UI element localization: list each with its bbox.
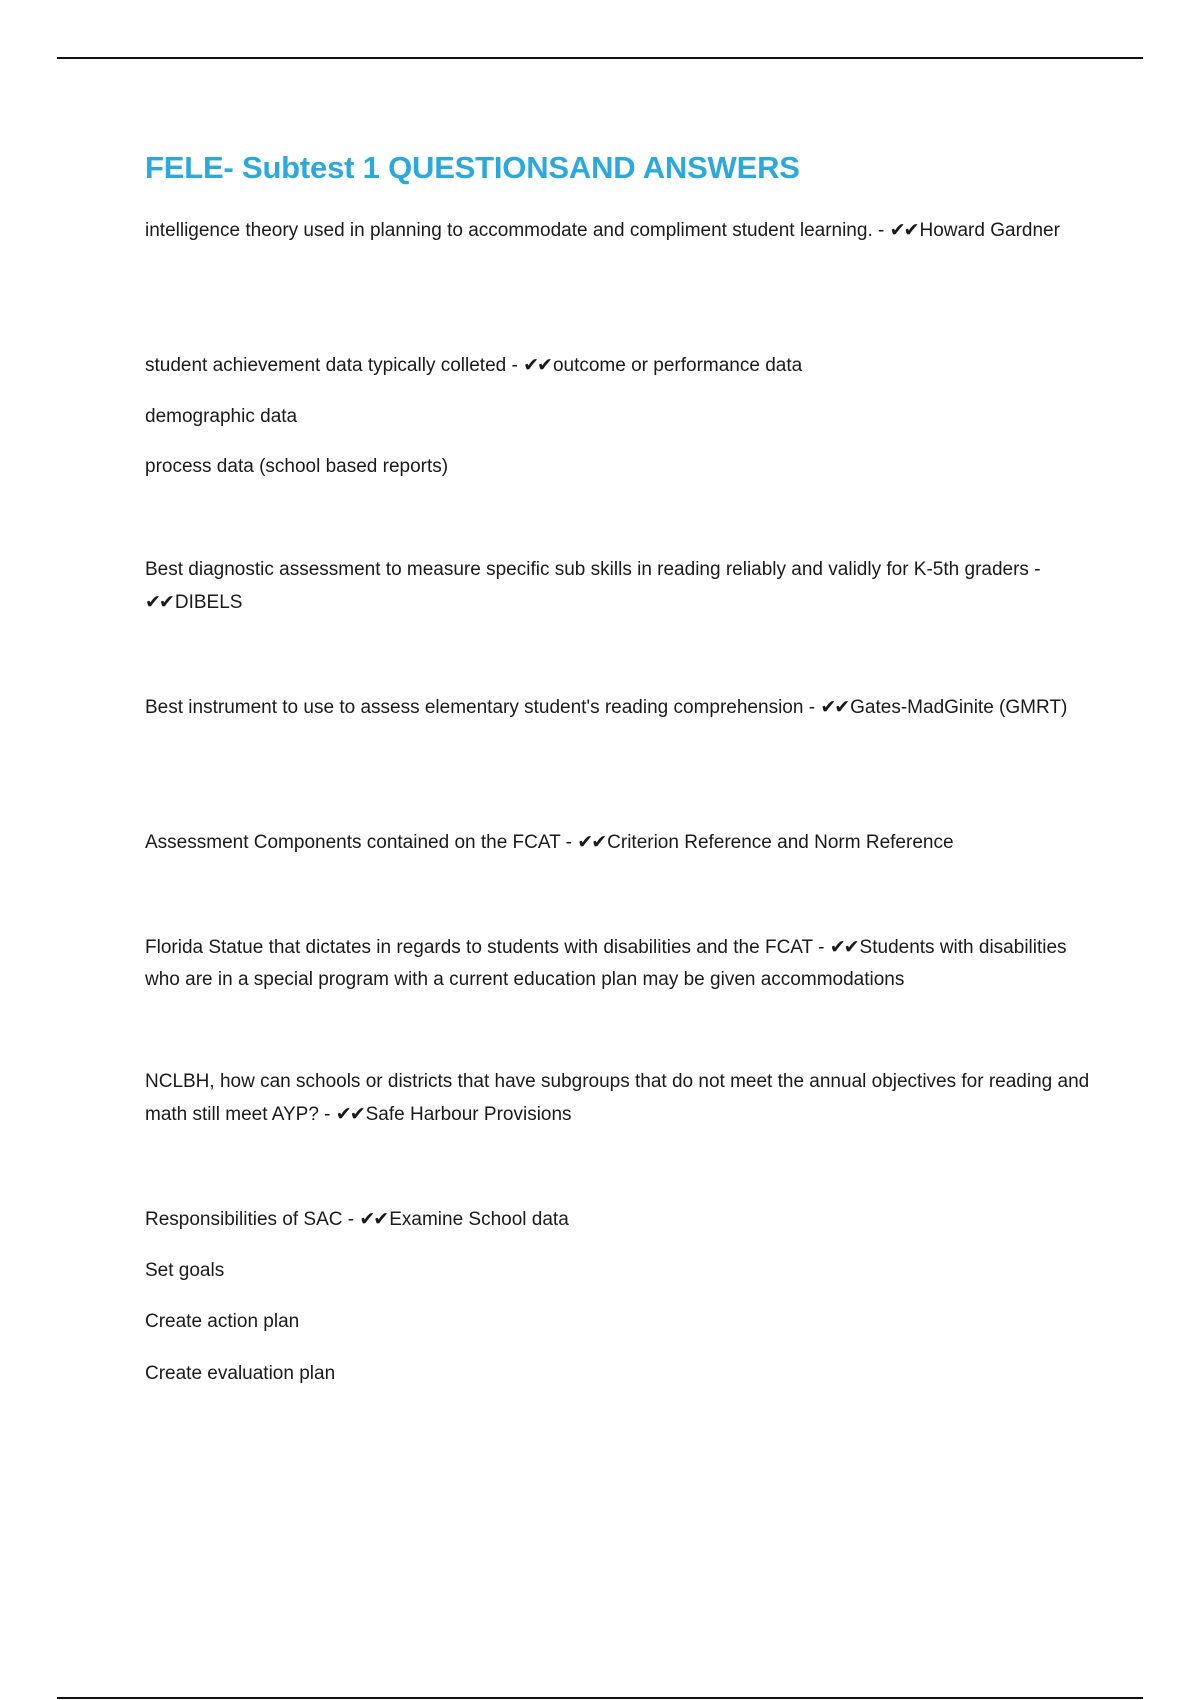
answer-line: process data (school based reports) xyxy=(145,456,449,477)
qa-item xyxy=(145,349,1090,382)
document-body xyxy=(145,146,1090,1384)
qa-text xyxy=(145,1066,1090,1131)
check-icon: ✔✔ xyxy=(577,831,606,853)
qa-item xyxy=(145,691,1090,724)
document-title: FELE- Subtest 1 QUESTIONSAND ANSWERS xyxy=(145,150,800,185)
answer-text: Safe Harbour Provisions xyxy=(365,1104,572,1125)
qa-item xyxy=(145,931,1090,996)
question-text: intelligence theory used in planning to accommodate and compliment student learning. - xyxy=(145,220,885,241)
answer-text: Examine School data xyxy=(389,1209,569,1230)
qa-text xyxy=(145,931,1090,996)
question-text: Best instrument to use to assess elementary student's reading comprehension - xyxy=(145,697,816,718)
qa-text xyxy=(145,554,1090,619)
check-icon: ✔✔ xyxy=(889,219,918,241)
answer-line: Create evaluation plan xyxy=(145,1363,336,1384)
qa-text xyxy=(145,214,1090,247)
answer-text: DIBELS xyxy=(174,592,243,613)
qa-item xyxy=(145,554,1090,619)
question-text: Responsibilities of SAC - xyxy=(145,1209,355,1230)
qa-text xyxy=(145,691,1090,724)
check-icon: ✔✔ xyxy=(523,354,551,376)
qa-text xyxy=(145,349,1090,382)
qa-text xyxy=(145,826,1090,859)
answer-line: Set goals xyxy=(145,1260,225,1281)
answer-text: Gates-MadGinite (GMRT) xyxy=(850,697,1068,718)
top-rule xyxy=(57,57,1143,59)
check-icon: ✔✔ xyxy=(335,1103,364,1125)
check-icon: ✔✔ xyxy=(829,936,858,958)
answer-text: Students with disabilities who are in a special program with a current education plan may be given accommodations xyxy=(145,937,1067,990)
question-text: NCLBH, how can schools or districts that have subgroups that do not meet the annual objectives for reading and math still meet AYP? - xyxy=(145,1071,1090,1125)
qa-item xyxy=(145,214,1090,247)
question-text: Florida Statue that dictates in regards to students with disabilities and the FCAT - xyxy=(145,937,825,958)
question-text: student achievement data typically colleted - xyxy=(145,355,518,376)
question-text: Best diagnostic assessment to measure specific sub skills in reading reliably and validly for K-5th graders - xyxy=(145,559,1041,580)
check-icon: ✔✔ xyxy=(820,696,849,718)
check-icon: ✔✔ xyxy=(359,1208,388,1230)
answer-text: Howard Gardner xyxy=(919,220,1060,241)
bottom-rule xyxy=(57,1697,1143,1699)
answer-text: outcome or performance data xyxy=(552,355,803,376)
check-icon: ✔✔ xyxy=(145,591,173,613)
qa-item xyxy=(145,1203,1090,1236)
answer-line: demographic data xyxy=(145,406,298,427)
answer-line: Create action plan xyxy=(145,1311,300,1332)
answer-text: Criterion Reference and Norm Reference xyxy=(607,832,954,853)
question-text: Assessment Components contained on the FCAT - xyxy=(145,832,573,853)
qa-item xyxy=(145,826,1090,859)
qa-item xyxy=(145,1066,1090,1131)
qa-text xyxy=(145,1203,1090,1236)
